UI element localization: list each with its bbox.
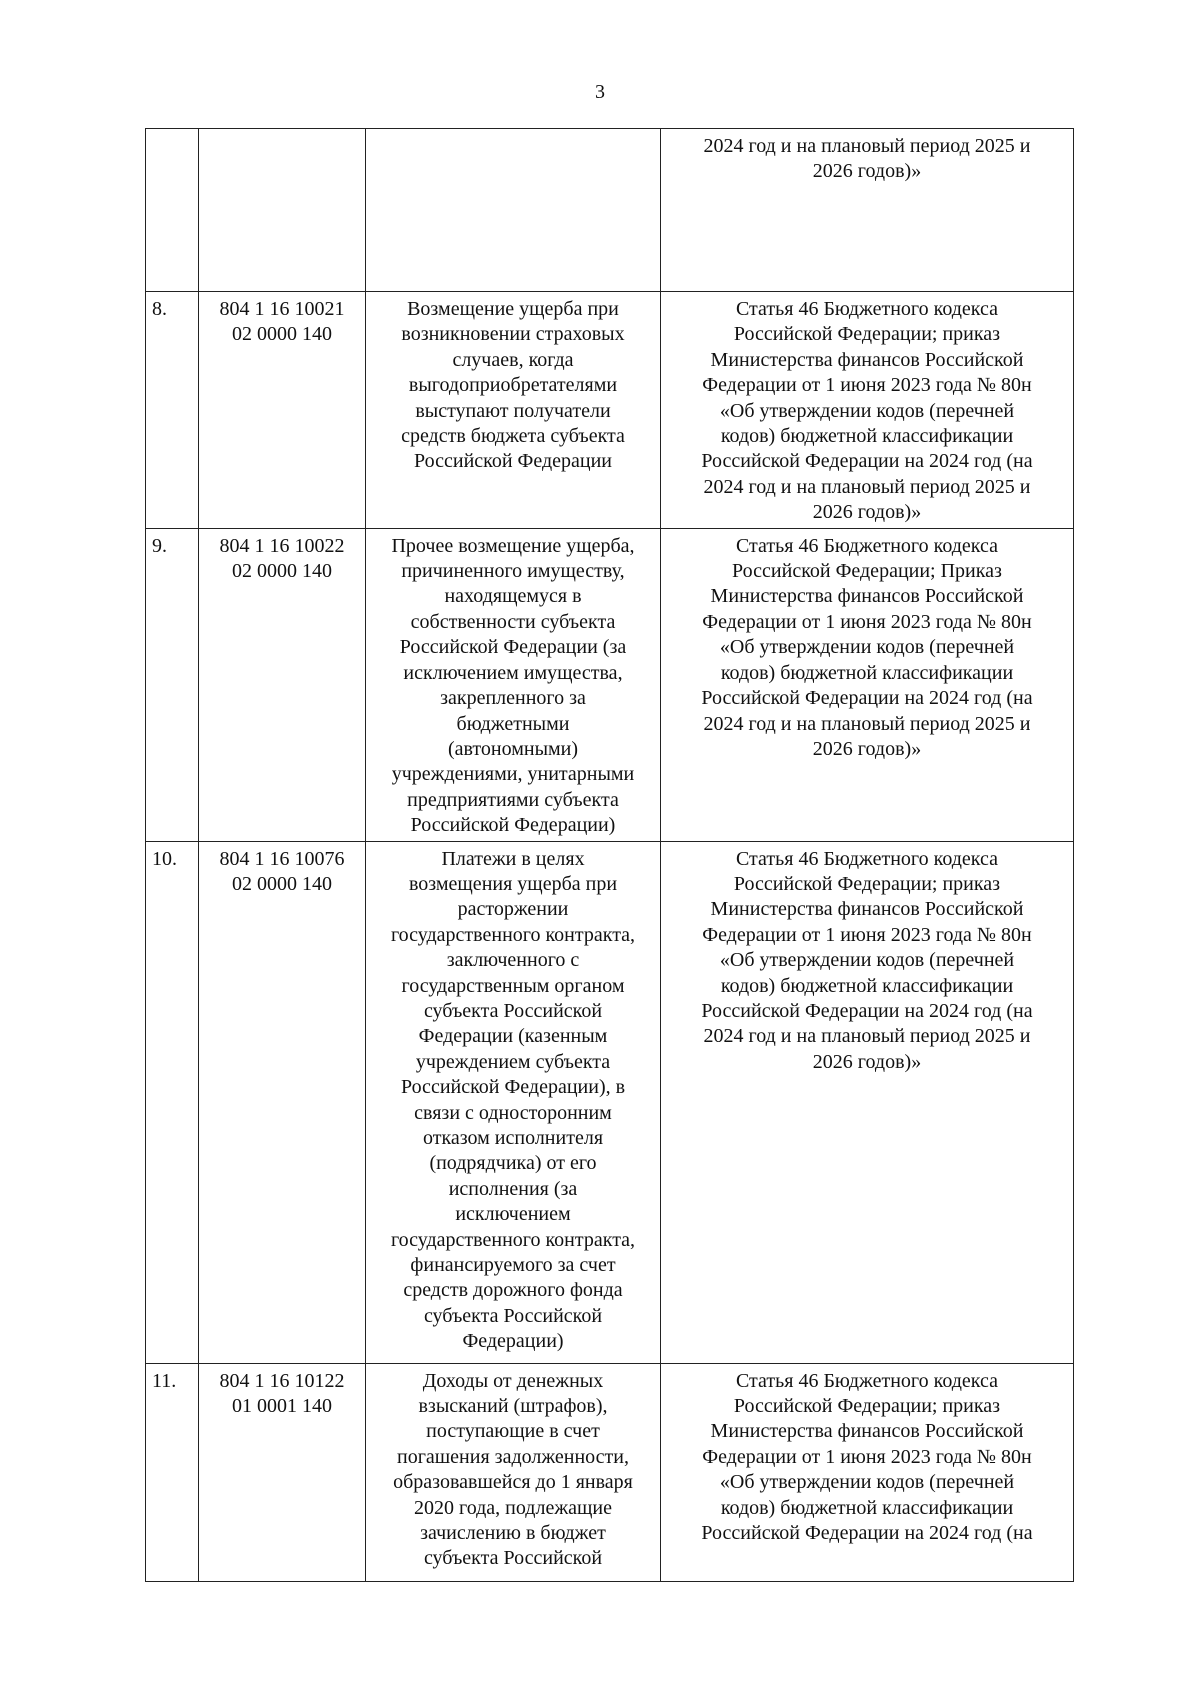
row-number-cell — [146, 129, 199, 292]
row-number-cell: 10. — [146, 841, 199, 1363]
budget-code-cell: 804 1 16 10076 02 0000 140 — [199, 841, 366, 1363]
revenue-description-cell: Прочее возмещение ущерба, причиненного имуществу, находящемуся в собственности субъекта Российской Федерации (за исключением имущества, закрепленного за бюджетными (автономными) учреждениями, унитарными предприятиями субъекта Российской Федерации) — [366, 528, 661, 841]
row-number-cell: 11. — [146, 1363, 199, 1581]
revenue-description-cell — [366, 129, 661, 292]
revenue-description-cell: Возмещение ущерба при возникновении страховых случаев, когда выгодоприобретателями выступают получатели средств бюджета субъекта Российской Федерации — [366, 292, 661, 529]
legal-basis-cell: 2024 год и на плановый период 2025 и 2026 годов)» — [661, 129, 1074, 292]
page-number: 3 — [595, 81, 605, 103]
table-row — [146, 292, 1074, 529]
revenue-codes-table — [145, 128, 1074, 1582]
revenue-description-cell: Доходы от денежных взысканий (штрафов), поступающие в счет погашения задолженности, образовавшейся до 1 января 2020 года, подлежащие зачислению в бюджет субъекта Российской — [366, 1363, 661, 1581]
revenue-description-cell: Платежи в целях возмещения ущерба при расторжении государственного контракта, заключенного с государственным органом субъекта Российской Федерации (казенным учреждением субъекта Российской Федерации), в связи с односторонним отказом исполнителя (подрядчика) от его исполнения (за исключением государственного контракта, финансируемого за счет средств дорожного фонда субъекта Российской Федерации) — [366, 841, 661, 1363]
row-number-cell: 8. — [146, 292, 199, 529]
table-row — [146, 1363, 1074, 1581]
legal-basis-cell: Статья 46 Бюджетного кодекса Российской Федерации; приказ Министерства финансов Российской Федерации от 1 июня 2023 года № 80н «Об утверждении кодов (перечней кодов) бюджетной классификации Российской Федерации на 2024 год (на 2024 год и на плановый период 2025 и 2026 годов)» — [661, 841, 1074, 1363]
table-row — [146, 841, 1074, 1363]
table-row — [146, 528, 1074, 841]
table-row — [146, 129, 1074, 292]
legal-basis-cell: Статья 46 Бюджетного кодекса Российской Федерации; приказ Министерства финансов Российской Федерации от 1 июня 2023 года № 80н «Об утверждении кодов (перечней кодов) бюджетной классификации Российской Федерации на 2024 год (на 2024 год и на плановый период 2025 и 2026 годов)» — [661, 292, 1074, 529]
row-number-cell: 9. — [146, 528, 199, 841]
budget-code-cell: 804 1 16 10021 02 0000 140 — [199, 292, 366, 529]
budget-code-cell: 804 1 16 10122 01 0001 140 — [199, 1363, 366, 1581]
budget-code-cell: 804 1 16 10022 02 0000 140 — [199, 528, 366, 841]
legal-basis-cell: Статья 46 Бюджетного кодекса Российской Федерации; Приказ Министерства финансов Российской Федерации от 1 июня 2023 года № 80н «Об утверждении кодов (перечней кодов) бюджетной классификации Российской Федерации на 2024 год (на 2024 год и на плановый период 2025 и 2026 годов)» — [661, 528, 1074, 841]
legal-basis-cell: Статья 46 Бюджетного кодекса Российской Федерации; приказ Министерства финансов Российской Федерации от 1 июня 2023 года № 80н «Об утверждении кодов (перечней кодов) бюджетной классификации Российской Федерации на 2024 год (на — [661, 1363, 1074, 1581]
budget-code-cell — [199, 129, 366, 292]
